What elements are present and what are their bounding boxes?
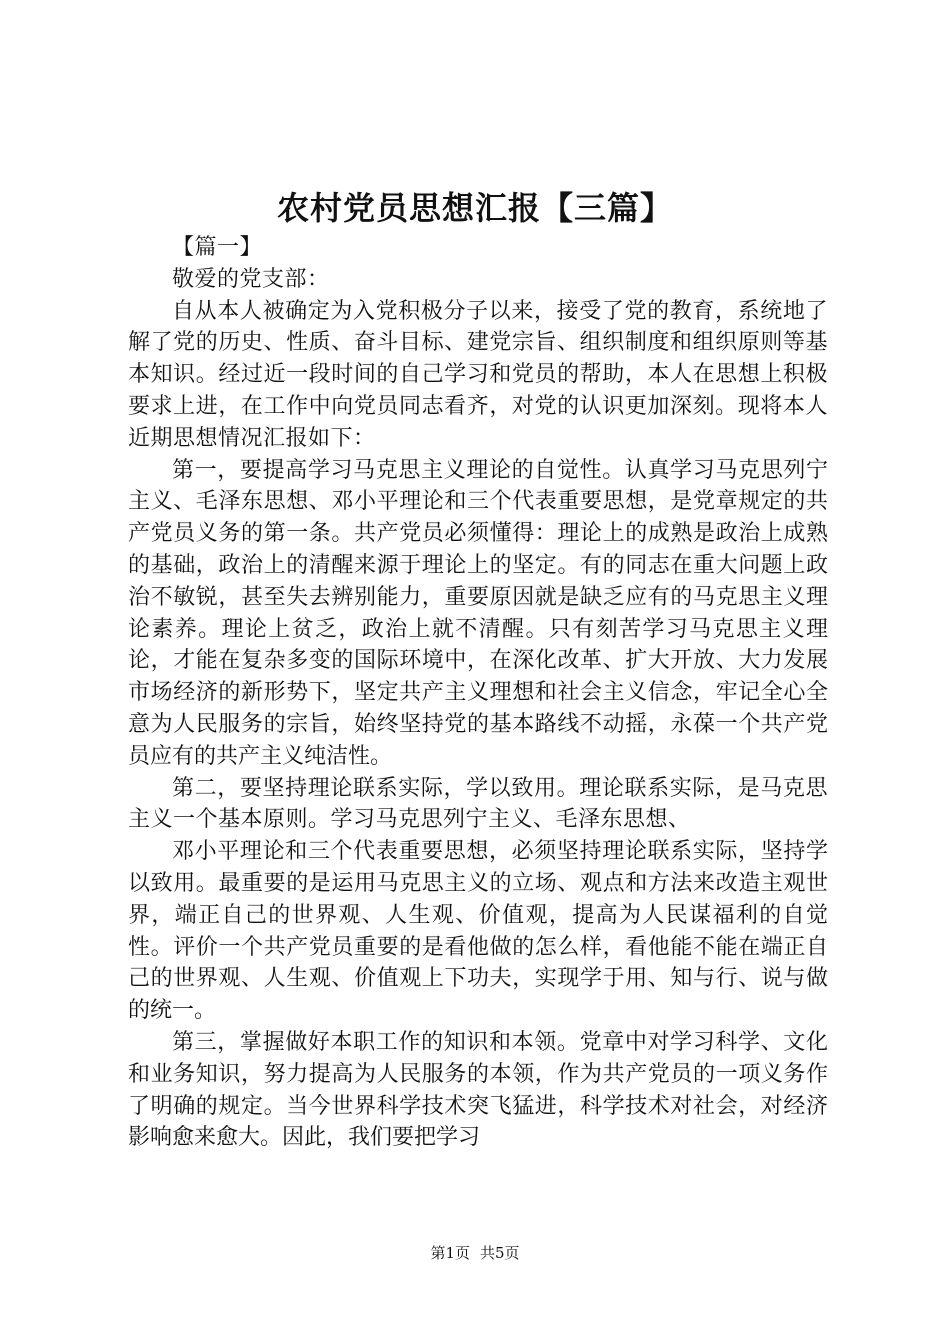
body-paragraph-4: 邓小平理论和三个代表重要思想，必须坚持理论联系实际，坚持学以致用。最重要的是运用马克思主义的立场、观点和方法来改造主观世界，端正自己的世界观、人生观、价值观，提高为人民谋福利的自觉性。评价一个共产党员重要的是看他做的怎么样，看他能不能在端正自己的世界观、人生观、价值观上下功夫，实现学于用、知与行、说与做的统一。 (128, 839, 828, 1024)
document-title: 农村党员思想汇报【三篇】 (276, 189, 673, 227)
section-heading: 【篇一】 (172, 235, 263, 260)
body-paragraph-5: 第三，掌握做好本职工作的知识和本领。党章中对学习科学、文化和业务知识，努力提高为人民服务的本领，作为共产党员的一项义务作了明确的规定。当今世界科学技术突飞猛进，科学技术对社会，对经济影响愈来愈大。因此，我们要把学习 (128, 1029, 828, 1151)
total-pages: 共5页 (480, 1244, 520, 1262)
body-paragraph-3: 第二，要坚持理论联系实际，学以致用。理论联系实际，是马克思主义一个基本原则。学习马克思列宁主义、毛泽东思想、 (128, 775, 828, 833)
document-body (128, 232, 828, 1154)
body-paragraph-1: 自从本人被确定为入党积极分子以来，接受了党的教育，系统地了解了党的历史、性质、奋斗目标、建党宗旨、组织制度和组织原则等基本知识。经过近一段时间的自己学习和党员的帮助，本人在思想上积极要求上进，在工作中向党员同志看齐，对党的认识更加深刻。现将本人近期思想情况汇报如下： (128, 298, 828, 451)
page-footer (0, 1243, 950, 1263)
salutation: 敬爱的党支部： (172, 266, 330, 292)
body-paragraph-2: 第一，要提高学习马克思主义理论的自觉性。认真学习马克思列宁主义、毛泽东思想、邓小平理论和三个代表重要思想，是党章规定的共产党员义务的第一条。共产党员必须懂得：理论上的成熟是政治上成熟的基础，政治上的清醒来源于理论上的坚定。有的同志在重大问题上政治不敏锐，甚至失去辨别能力，重要原因就是缺乏应有的马克思主义理论素养。理论上贫乏，政治上就不清醒。只有刻苦学习马克思主义理论，才能在复杂多变的国际环境中，在深化改革、扩大开放、大力发展市场经济的新形势下，坚定共产主义理想和社会主义信念，牢记全心全意为人民服务的宗旨，始终坚持党的基本路线不动摇，永葆一个共产党员应有的共产主义纯洁性。 (128, 457, 828, 769)
page-number: 第1页 (430, 1244, 470, 1262)
